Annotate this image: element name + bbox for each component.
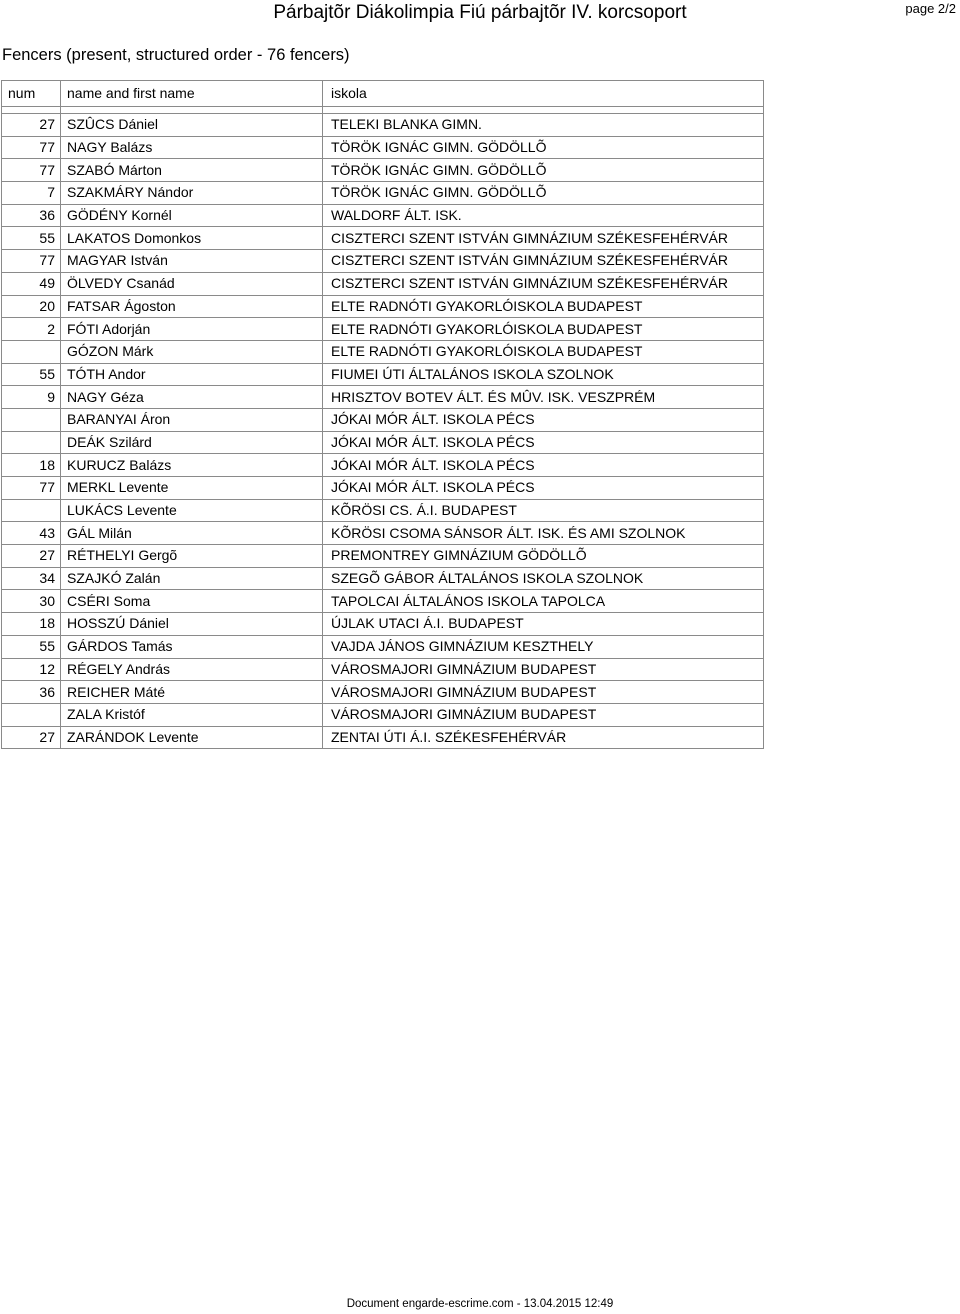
cell-name: CSÉRI Soma — [61, 590, 323, 613]
cell-name: GÖDÉNY Kornél — [61, 204, 323, 227]
cell-num: 7 — [2, 182, 61, 205]
cell-name: MAGYAR István — [61, 250, 323, 273]
cell-name: ZALA Kristóf — [61, 703, 323, 726]
cell-name: TÓTH Andor — [61, 363, 323, 386]
cell-school: ZENTAI ÚTI Á.I. SZÉKESFEHÉRVÁR — [323, 726, 764, 749]
cell-num: 43 — [2, 522, 61, 545]
column-header-num: num — [2, 81, 61, 107]
cell-name: LUKÁCS Levente — [61, 499, 323, 522]
cell-school: PREMONTREY GIMNÁZIUM GÖDÖLLÕ — [323, 545, 764, 568]
cell-num: 55 — [2, 363, 61, 386]
cell-num: 34 — [2, 567, 61, 590]
cell-num: 30 — [2, 590, 61, 613]
cell-school: VÁROSMAJORI GIMNÁZIUM BUDAPEST — [323, 658, 764, 681]
cell-school: ELTE RADNÓTI GYAKORLÓISKOLA BUDAPEST — [323, 318, 764, 341]
cell-num — [2, 431, 61, 454]
cell-school: SZEGÕ GÁBOR ÁLTALÁNOS ISKOLA SZOLNOK — [323, 567, 764, 590]
cell-school: VÁROSMAJORI GIMNÁZIUM BUDAPEST — [323, 703, 764, 726]
cell-name: BARANYAI Áron — [61, 408, 323, 431]
cell-num: 2 — [2, 318, 61, 341]
table-row — [2, 499, 764, 522]
table-row — [2, 182, 764, 205]
table-row — [2, 681, 764, 704]
document-footer: Document engarde-escrime.com - 13.04.2015 12:49 — [346, 1298, 614, 1310]
cell-num: 20 — [2, 295, 61, 318]
cell-num: 9 — [2, 386, 61, 409]
cell-name: FATSAR Ágoston — [61, 295, 323, 318]
cell-name: KURUCZ Balázs — [61, 454, 323, 477]
cell-school: VAJDA JÁNOS GIMNÁZIUM KESZTHELY — [323, 635, 764, 658]
cell-num: 55 — [2, 635, 61, 658]
cell-name: NAGY Balázs — [61, 136, 323, 159]
cell-name: LAKATOS Domonkos — [61, 227, 323, 250]
cell-name: SZAKMÁRY Nándor — [61, 182, 323, 205]
table-row — [2, 613, 764, 636]
cell-school: CISZTERCI SZENT ISTVÁN GIMNÁZIUM SZÉKESFEHÉRVÁR — [323, 272, 764, 295]
table-row — [2, 363, 764, 386]
column-header-school: iskola — [323, 81, 764, 107]
table-row — [2, 159, 764, 182]
table-row — [2, 726, 764, 749]
cell-num: 77 — [2, 477, 61, 500]
cell-name: ZARÁNDOK Levente — [61, 726, 323, 749]
header-spacer-row — [2, 107, 764, 114]
table-row — [2, 318, 764, 341]
cell-name: DEÁK Szilárd — [61, 431, 323, 454]
cell-school: KÕRÖSI CSOMA SÁNSOR ÁLT. ISK. ÉS AMI SZOLNOK — [323, 522, 764, 545]
table-row — [2, 477, 764, 500]
cell-school: JÓKAI MÓR ÁLT. ISKOLA PÉCS — [323, 408, 764, 431]
cell-school: CISZTERCI SZENT ISTVÁN GIMNÁZIUM SZÉKESFEHÉRVÁR — [323, 227, 764, 250]
cell-school: KÕRÖSI CS. Á.I. BUDAPEST — [323, 499, 764, 522]
cell-num — [2, 408, 61, 431]
cell-school: TÖRÖK IGNÁC GIMN. GÖDÖLLÕ — [323, 136, 764, 159]
table-row — [2, 590, 764, 613]
table-row — [2, 567, 764, 590]
cell-school: TAPOLCAI ÁLTALÁNOS ISKOLA TAPOLCA — [323, 590, 764, 613]
cell-name: NAGY Géza — [61, 386, 323, 409]
cell-num — [2, 703, 61, 726]
cell-school: JÓKAI MÓR ÁLT. ISKOLA PÉCS — [323, 454, 764, 477]
table-row — [2, 340, 764, 363]
table-row — [2, 227, 764, 250]
table-row — [2, 408, 764, 431]
table-row — [2, 272, 764, 295]
cell-num: 18 — [2, 454, 61, 477]
list-subtitle: Fencers (present, structured order - 76 fencers) — [2, 46, 350, 64]
cell-school: CISZTERCI SZENT ISTVÁN GIMNÁZIUM SZÉKESFEHÉRVÁR — [323, 250, 764, 273]
cell-name: SZAJKÓ Zalán — [61, 567, 323, 590]
table-row — [2, 250, 764, 273]
table-row — [2, 431, 764, 454]
table-row — [2, 386, 764, 409]
table-row — [2, 295, 764, 318]
cell-school: TELEKI BLANKA GIMN. — [323, 114, 764, 137]
cell-school: HRISZTOV BOTEV ÁLT. ÉS MÛV. ISK. VESZPRÉM — [323, 386, 764, 409]
cell-name: SZABÓ Márton — [61, 159, 323, 182]
table-row — [2, 703, 764, 726]
fencers-table — [1, 80, 764, 749]
cell-num — [2, 499, 61, 522]
cell-num: 49 — [2, 272, 61, 295]
page-number: page 2/2 — [905, 1, 956, 16]
cell-school: ÚJLAK UTACI Á.I. BUDAPEST — [323, 613, 764, 636]
cell-num: 18 — [2, 613, 61, 636]
table-row — [2, 204, 764, 227]
column-header-name: name and first name — [61, 81, 323, 107]
cell-school: TÖRÖK IGNÁC GIMN. GÖDÖLLÕ — [323, 182, 764, 205]
cell-name: SZÛCS Dániel — [61, 114, 323, 137]
cell-school: ELTE RADNÓTI GYAKORLÓISKOLA BUDAPEST — [323, 295, 764, 318]
cell-name: REICHER Máté — [61, 681, 323, 704]
cell-num: 55 — [2, 227, 61, 250]
table-row — [2, 545, 764, 568]
cell-name: ÖLVEDY Csanád — [61, 272, 323, 295]
cell-name: GÁL Milán — [61, 522, 323, 545]
document-title: Párbajtõr Diákolimpia Fiú párbajtõr IV. korcsoport — [273, 2, 687, 23]
cell-school: ELTE RADNÓTI GYAKORLÓISKOLA BUDAPEST — [323, 340, 764, 363]
cell-name: GÓZON Márk — [61, 340, 323, 363]
cell-num: 12 — [2, 658, 61, 681]
cell-num: 77 — [2, 250, 61, 273]
table-row — [2, 635, 764, 658]
cell-num: 36 — [2, 681, 61, 704]
table-row — [2, 136, 764, 159]
cell-name: RÉTHELYI Gergõ — [61, 545, 323, 568]
table-row — [2, 522, 764, 545]
cell-school: JÓKAI MÓR ÁLT. ISKOLA PÉCS — [323, 431, 764, 454]
cell-school: FIUMEI ÚTI ÁLTALÁNOS ISKOLA SZOLNOK — [323, 363, 764, 386]
table-row — [2, 114, 764, 137]
cell-name: RÉGELY András — [61, 658, 323, 681]
table-header-row — [2, 81, 764, 107]
cell-name: FÓTI Adorján — [61, 318, 323, 341]
cell-school: JÓKAI MÓR ÁLT. ISKOLA PÉCS — [323, 477, 764, 500]
cell-school: TÖRÖK IGNÁC GIMN. GÖDÖLLÕ — [323, 159, 764, 182]
table-row — [2, 454, 764, 477]
cell-num: 27 — [2, 545, 61, 568]
cell-num: 36 — [2, 204, 61, 227]
table-row — [2, 658, 764, 681]
cell-num: 77 — [2, 136, 61, 159]
cell-school: VÁROSMAJORI GIMNÁZIUM BUDAPEST — [323, 681, 764, 704]
cell-num — [2, 340, 61, 363]
cell-name: HOSSZÚ Dániel — [61, 613, 323, 636]
cell-num: 27 — [2, 726, 61, 749]
cell-name: GÁRDOS Tamás — [61, 635, 323, 658]
cell-num: 27 — [2, 114, 61, 137]
cell-num: 77 — [2, 159, 61, 182]
cell-school: WALDORF ÁLT. ISK. — [323, 204, 764, 227]
cell-name: MERKL Levente — [61, 477, 323, 500]
